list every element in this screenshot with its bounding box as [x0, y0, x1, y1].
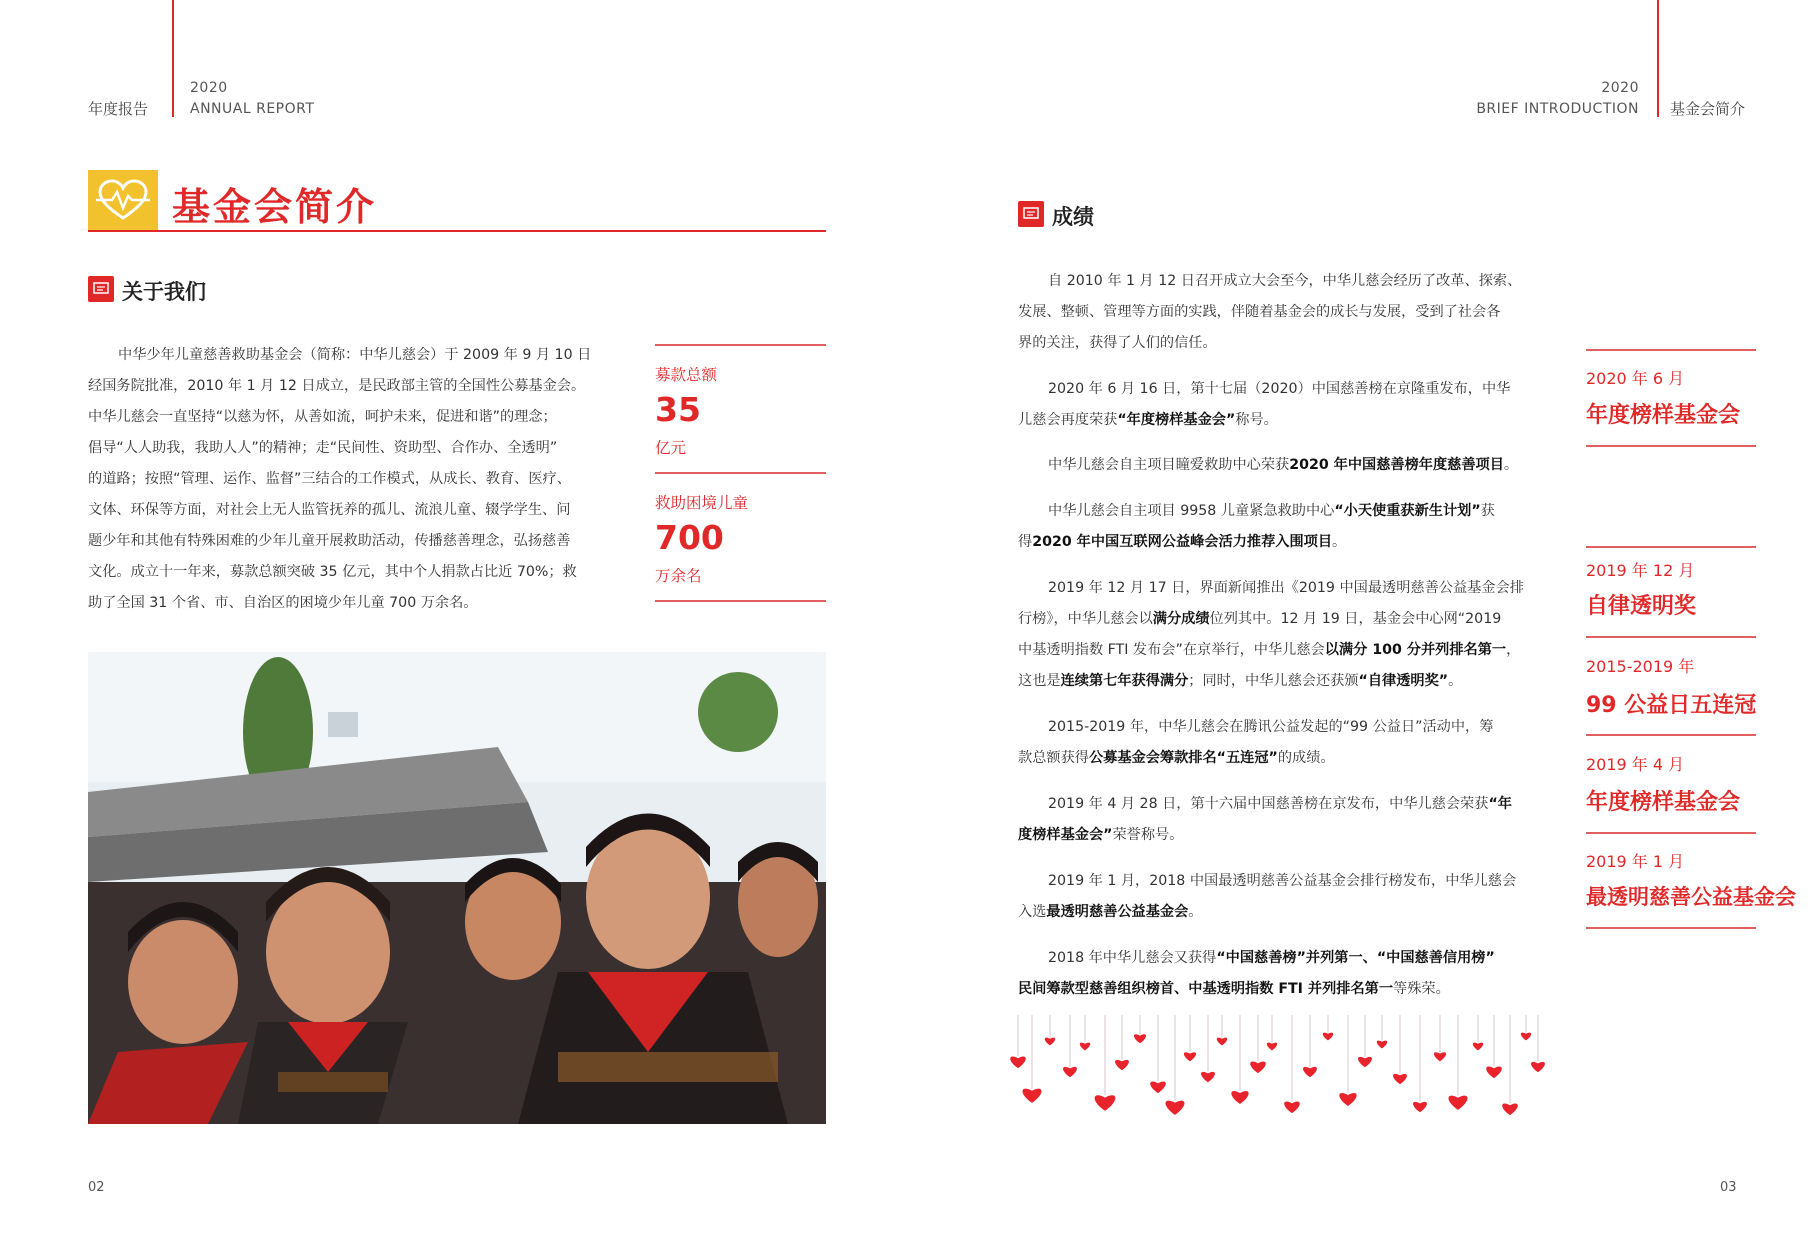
stat-value-fundraising: 35 [655, 390, 701, 429]
heart-icon [1377, 1041, 1387, 1049]
about-line: 助了全国 31 个省、市、自治区的困境少年儿童 700 万余名。 [88, 595, 478, 611]
header-divider-right [1657, 0, 1659, 117]
award-title: 最透明慈善公益基金会 [1586, 885, 1796, 909]
stat-unit-fundraising: 亿元 [655, 439, 687, 457]
award-date: 2020 年 6 月 [1586, 369, 1685, 388]
award-divider [1586, 734, 1756, 736]
heart-icon [1267, 1043, 1277, 1051]
section-chat-icon [1018, 201, 1044, 227]
heart-icon [1134, 1034, 1146, 1043]
stat-divider [655, 472, 826, 474]
heart-icon [1231, 1091, 1248, 1104]
award-date: 2015-2019 年 [1586, 657, 1695, 676]
heart-icon [1393, 1074, 1407, 1084]
award-title: 99 公益日五连冠 [1586, 693, 1757, 718]
heart-icon [1115, 1060, 1129, 1070]
achievement-paragraph: 2020 年 6 月 16 日，第十七届（2020）中国慈善榜在京隆重发布，中华 儿慈会再度荣获“年度榜样基金会”称号。 [1018, 381, 1511, 428]
award-divider [1586, 832, 1756, 834]
heart-icon [1023, 1089, 1042, 1103]
stat-divider [655, 344, 826, 346]
award-date: 2019 年 12 月 [1586, 561, 1695, 580]
title-underline [88, 230, 826, 232]
heart-icon [1010, 1056, 1026, 1068]
award-date: 2019 年 1 月 [1586, 852, 1685, 871]
achievements-heading: 成绩 [1052, 205, 1094, 229]
page-number-right: 03 [1720, 1180, 1737, 1195]
heart-icon [1166, 1101, 1185, 1115]
heart-icon [1323, 1033, 1333, 1041]
heart-icon [1339, 1093, 1356, 1106]
hanging-hearts-decoration [1010, 1015, 1550, 1125]
header-report-label: ANNUAL REPORT [190, 101, 315, 117]
about-line: 倡导“人人助我，我助人人”的精神；走“民间性、资助型、合作办、全透明” [88, 440, 558, 456]
achievement-paragraph: 中华儿慈会自主项目瞳爱救助中心荣获2020 年中国慈善榜年度慈善项目。 [1048, 457, 1519, 473]
award-date: 2019 年 4 月 [1586, 755, 1685, 774]
section-chat-icon [88, 276, 114, 302]
about-line: 中华少年儿童慈善救助基金会（简称：中华儿慈会）于 2009 年 9 月 10 日 [118, 347, 592, 363]
achievement-paragraph: 2019 年 1 月，2018 中国最透明慈善公益基金会排行榜发布，中华儿慈会 入选最透明慈善公益基金会。 [1018, 873, 1517, 920]
header-divider-left [172, 0, 174, 117]
page-number-left: 02 [88, 1180, 105, 1195]
award-divider [1586, 636, 1756, 638]
heart-icon [1531, 1062, 1545, 1072]
heart-icon [1201, 1072, 1215, 1082]
award-divider [1586, 445, 1756, 447]
about-heading: 关于我们 [122, 280, 206, 304]
children-group-photo [88, 652, 826, 1124]
stat-value-children: 700 [655, 518, 724, 557]
heart-icon [1250, 1061, 1266, 1073]
header-section-label: 年度报告 [88, 100, 149, 118]
achievement-paragraph: 中华儿慈会自主项目 9958 儿童紧急救助中心“小天使重获新生计划”获 得2020 年中国互联网公益峰会活力推荐入围项目。 [1018, 503, 1495, 550]
heart-icon [1284, 1101, 1300, 1113]
heart-logo-icon [88, 170, 158, 230]
award-title: 自律透明奖 [1586, 594, 1697, 619]
heart-icon [1502, 1103, 1518, 1115]
achievement-paragraph: 2015-2019 年，中华儿慈会在腾讯公益发起的“99 公益日”活动中，筹 款总额获得公募基金会筹款排名“五连冠”的成绩。 [1018, 719, 1494, 766]
heart-icon [1521, 1033, 1531, 1041]
header-year-right: 2020 [1601, 80, 1639, 96]
heart-icon [1473, 1043, 1483, 1051]
about-line: 文体、环保等方面，对社会上无人监管抚养的孤儿、流浪儿童、辍学学生、问 [88, 502, 571, 518]
award-divider [1586, 927, 1756, 929]
achievement-paragraph: 自 2010 年 1 月 12 日召开成立大会至今，中华儿慈会经历了改革、探索、 发展、整顿、管理等方面的实践，伴随着基金会的成长与发展，受到了社会各 界的关注，获得了人们的信任。 [1018, 273, 1522, 351]
achievement-paragraph: 2019 年 4 月 28 日，第十六届中国慈善榜在京发布，中华儿慈会荣获“年 度榜样基金会”荣誉称号。 [1018, 796, 1512, 843]
header-year-left: 2020 [190, 80, 228, 96]
page-title: 基金会简介 [172, 184, 378, 229]
heart-icon [1150, 1081, 1166, 1093]
heart-icon [1184, 1052, 1196, 1061]
about-line: 中华儿慈会一直坚持“以慈为怀，从善如流，呵护未来，促进和谐”的理念； [88, 409, 557, 425]
about-line: 经国务院批准，2010 年 1 月 12 日成立，是民政部主管的全国性公募基金会。 [88, 378, 586, 394]
award-divider [1586, 546, 1756, 548]
heart-icon [1449, 1096, 1468, 1110]
header-intro-label: BRIEF INTRODUCTION [1476, 101, 1639, 117]
award-title: 年度榜样基金会 [1586, 403, 1741, 428]
stat-divider [655, 600, 826, 602]
heart-icon [1045, 1038, 1055, 1046]
award-title: 年度榜样基金会 [1586, 790, 1741, 815]
heart-icon [1080, 1043, 1090, 1051]
award-divider [1586, 349, 1756, 351]
achievement-paragraph: 2018 年中华儿慈会又获得“中国慈善榜”并列第一、“中国慈善信用榜” 民间筹款型慈善组织榜首、中基透明指数 FTI 并列排名第一等殊荣。 [1018, 950, 1495, 997]
heart-icon [1095, 1095, 1116, 1111]
about-line: 题少年和其他有特殊困难的少年儿童开展救助活动，传播慈善理念，弘扬慈善 [88, 533, 571, 549]
heart-icon [1063, 1067, 1077, 1077]
about-paragraph [88, 340, 628, 619]
header-section-label-right: 基金会简介 [1670, 100, 1746, 118]
about-line: 的道路；按照“管理、运作、监督”三结合的工作模式，从成长、教育、医疗、 [88, 471, 571, 487]
heart-icon [1434, 1052, 1446, 1061]
heart-icon [1358, 1057, 1372, 1067]
about-line: 文化。成立十一年来，募款总额突破 35 亿元，其中个人捐款占比近 70%；救 [88, 564, 577, 580]
heart-icon [1217, 1038, 1227, 1046]
heart-icon [1413, 1102, 1427, 1112]
stat-label-fundraising: 募款总额 [655, 366, 718, 384]
heart-icon [1486, 1066, 1502, 1078]
stat-label-children: 救助困境儿童 [655, 494, 749, 512]
stat-unit-children: 万余名 [655, 567, 702, 585]
heart-icon [1303, 1067, 1317, 1077]
achievement-paragraph: 2019 年 12 月 17 日，界面新闻推出《2019 中国最透明慈善公益基金会排 行榜》，中华儿慈会以满分成绩位列其中。12 月 19 日，基金会中心网“2019 中基透明指数 FTI 发布会”在京举行，中华儿慈会以满分 100 分并列排名第一， 这也是连续第七年获得满分；同时，中华儿慈会还获颁“自律透明奖”。 [1018, 580, 1524, 689]
